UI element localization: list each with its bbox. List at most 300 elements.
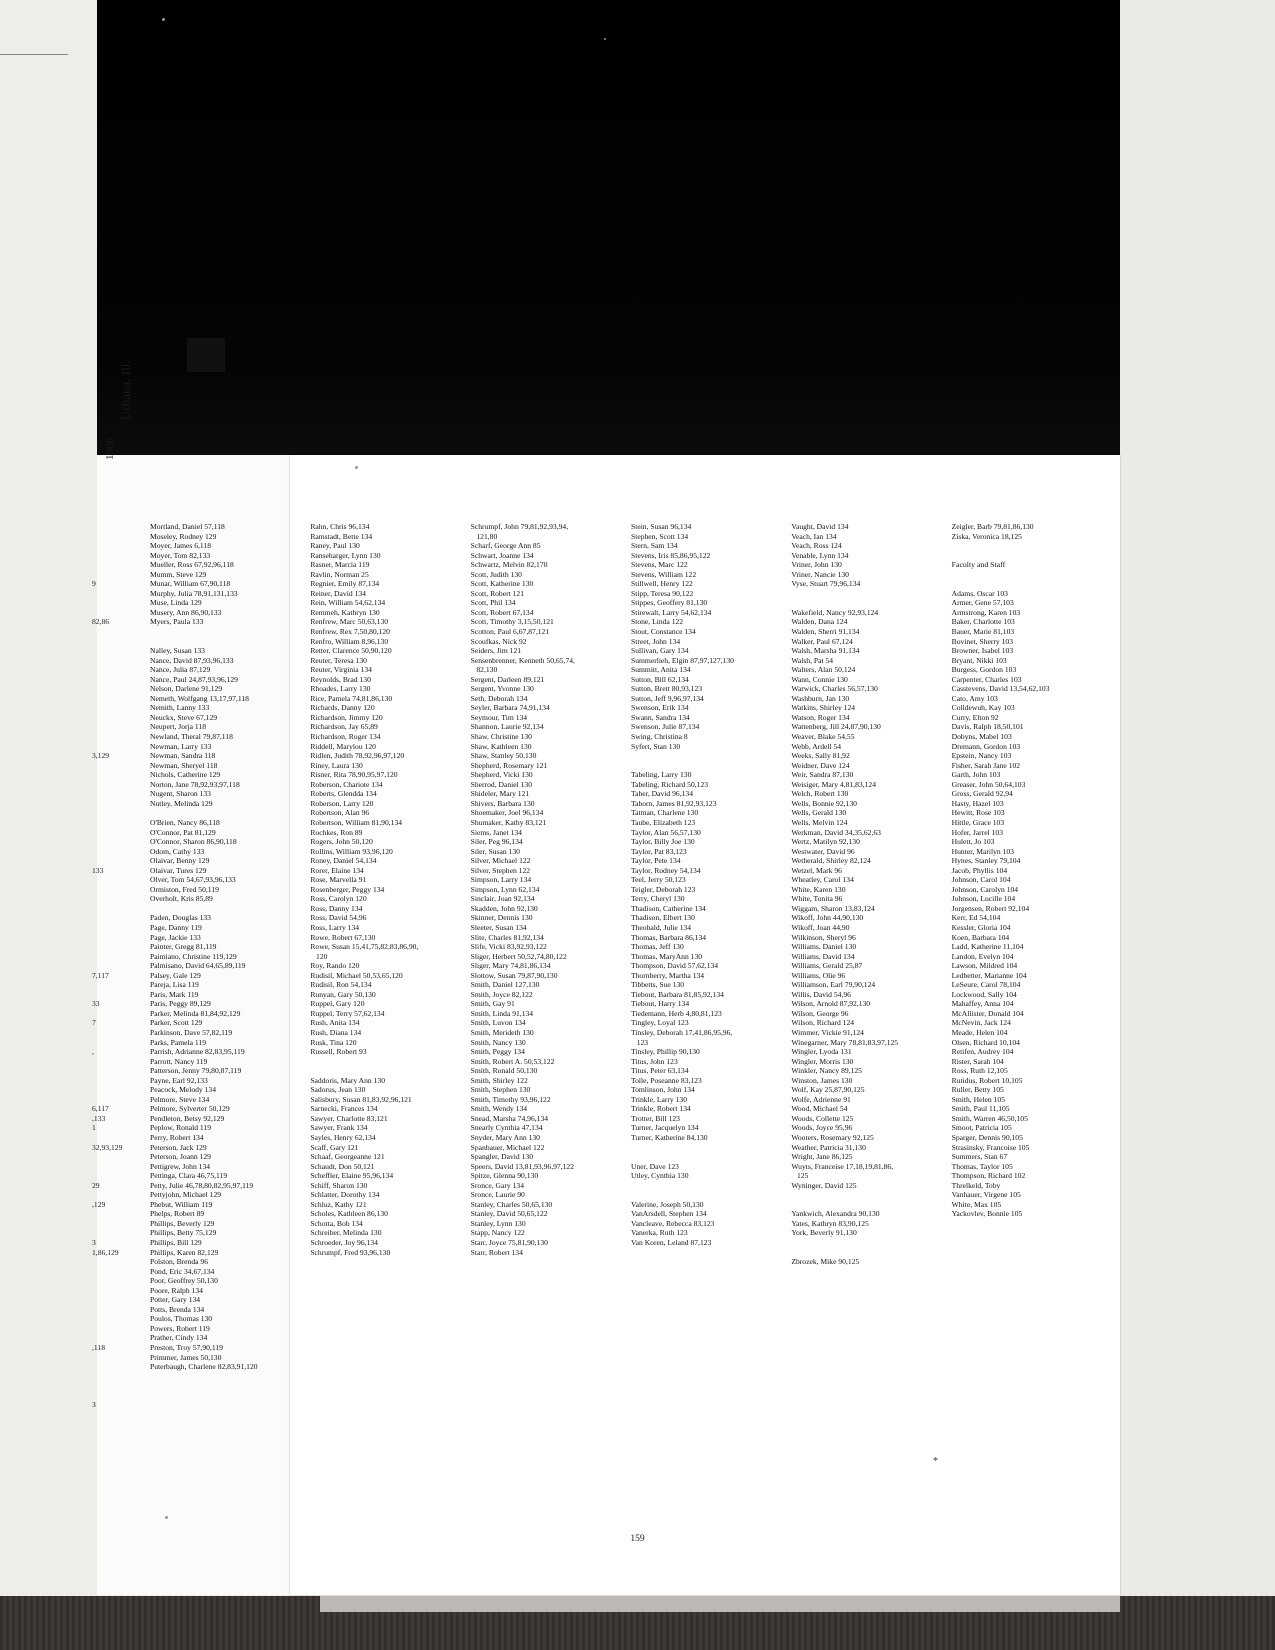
index-entry: Titus, Peter 63,134 — [630, 1066, 689, 1076]
index-entry: Patterson, Jenny 79,80,87,119 — [150, 1066, 242, 1076]
index-entry: Smith, Paul 11,105 — [951, 1104, 1010, 1114]
cut-number — [92, 694, 134, 704]
index-entry: Polston, Brenda 96 — [150, 1257, 209, 1267]
index-entry: Uner, Dave 123 — [630, 1161, 679, 1171]
index-entry: Munar, William 67,90,118 — [150, 579, 231, 589]
index-entry: Jacob, Phyllis 104 — [951, 865, 1008, 875]
index-entry: Armer, Gene 57,103 — [951, 598, 1014, 608]
index-entry: Peterson, Joann 129 — [150, 1152, 211, 1162]
index-column-5 — [791, 522, 939, 1372]
index-entry: Burgess, Gordon 103 — [951, 665, 1017, 675]
index-entry: Paris, Mark 119 — [150, 989, 199, 999]
index-entry: Rush, Anita 134 — [310, 1018, 360, 1028]
index-entry: Primmer, James 50,130 — [150, 1352, 222, 1362]
index-entry: 123 — [630, 1037, 649, 1047]
index-entry: Skinner, Dennis 130 — [470, 913, 533, 923]
index-entry: Winegarner, Mary 78,81,83,97,125 — [791, 1037, 899, 1047]
index-entry: Nutley, Melinda 129 — [150, 798, 213, 808]
cut-number — [92, 952, 134, 962]
index-entry: Renfro, William 8,96,130 — [310, 636, 389, 646]
index-entry: Rice, Pamela 74,81,86,130 — [310, 693, 393, 703]
index-entry: Shaw, Stanley 50,130 — [470, 751, 537, 761]
index-entry: Williams, David 134 — [791, 951, 855, 961]
index-entry: Swenson, Julie 87,134 — [630, 722, 700, 732]
cut-number — [92, 532, 134, 542]
cut-number — [92, 713, 134, 723]
index-entry: Ross, David 54,96 — [310, 913, 367, 923]
index-entry: Terry, Cheryl 130 — [630, 894, 685, 904]
index-entry: Poore, Ralph 134 — [150, 1285, 203, 1295]
index-entry: Westwater, David 96 — [791, 846, 855, 856]
index-entry: Speers, David 13,81,93,96,97,122 — [470, 1161, 575, 1171]
index-entry: Roberson, Chariote 134 — [310, 779, 383, 789]
index-entry: Stevens, Marc 122 — [630, 560, 688, 570]
index-entry: Turner, Jacquelyn 134 — [630, 1123, 699, 1133]
index-entry: Wooters, Rosemary 92,125 — [791, 1133, 874, 1142]
index-entry: Teel, Jerry 50,123 — [630, 875, 686, 885]
index-entry: Ranseharger, Lynn 130 — [310, 550, 381, 560]
index-entry: Wolf, Kay 25,87,90,125 — [791, 1085, 865, 1095]
scan-left-margin — [0, 0, 97, 1650]
index-entry: Shepherd, Rosemary 121 — [470, 760, 548, 770]
index-entry: Weeks, Sally 81,92 — [791, 751, 850, 761]
index-entry: Tiebout, Harry 134 — [630, 999, 690, 1009]
index-entry: Smith, Linda 91,134 — [470, 1008, 534, 1018]
index-entry: Williams, Gerald 25,87 — [791, 961, 863, 971]
index-entry: Utley, Cynthia 130 — [630, 1171, 689, 1181]
index-entry: Wingler, Morris 130 — [791, 1056, 854, 1066]
index-entry: Bauer, Marie 81,103 — [951, 627, 1015, 637]
index-entry: Watkins, Shirley 124 — [791, 703, 856, 713]
index-entry: Nance, Paul 24,87,93,96,129 — [150, 674, 238, 684]
index-entry: Tomlinson, John 134 — [630, 1085, 695, 1095]
index-entry: Wells, Gerald 130 — [791, 808, 847, 818]
index-entry: Pond, Eric 34,67,134 — [150, 1266, 215, 1276]
index-entry: Ledbetter, Marianne 104 — [951, 970, 1027, 980]
cut-number — [92, 990, 134, 1000]
index-entry: Tiebout, Barbara 81,85,92,134 — [630, 989, 724, 999]
index-entry: Smith, Nancy 130 — [470, 1037, 526, 1047]
index-entry: Lawson, Mildred 104 — [951, 961, 1018, 971]
index-entry: Slite, Charles 81,92,134 — [470, 932, 544, 942]
index-entry: Shivers, Barbara 130 — [470, 798, 535, 808]
spine-city: Urbana, Ill. — [118, 360, 133, 420]
index-entry: Richardson, Jay 65,89 — [310, 722, 378, 732]
index-entry: Bryant, Nikki 103 — [951, 655, 1007, 665]
index-entry: Phelps, Robert 89 — [150, 1209, 205, 1219]
index-entry: Rowe, Robert 67,130 — [310, 932, 376, 942]
index-entry: Summerlieh, Elgin 87,97,127,130 — [630, 655, 734, 665]
index-entry: Shannon, Laurie 92,134 — [470, 722, 544, 732]
index-entry: Weidner, Dave 124 — [791, 760, 850, 770]
index-column-2 — [310, 522, 458, 1372]
index-entry: Runyan, Gary 50,130 — [310, 989, 376, 999]
index-entry: Vyse, Stuart 79,96,134 — [791, 579, 861, 589]
index-entry: Spangler, David 130 — [470, 1152, 533, 1162]
index-spacer — [631, 1181, 779, 1191]
index-entry: Walden, Sherri 91,134 — [791, 627, 860, 637]
index-entry: Wakefield, Nancy 92,93,124 — [791, 607, 879, 617]
index-entry: Sleeter, Susan 134 — [470, 922, 527, 932]
index-entry: O'Brien, Nancy 86,118 — [150, 817, 220, 827]
index-entry: Werkman, David 34,35,62,63 — [791, 827, 881, 837]
index-entry: Slife, Vicki 83,92,93,122 — [470, 942, 547, 952]
index-entry: Wimmer, Vickie 91,124 — [791, 1027, 864, 1037]
index-entry: Watson, Roger 134 — [791, 712, 850, 722]
index-entry: Tatman, Charlene 130 — [630, 808, 699, 818]
cut-number — [92, 837, 134, 847]
index-entry: Nichols, Catherine 129 — [150, 770, 221, 780]
index-entry: Woods, Collette 125 — [791, 1113, 854, 1123]
cut-number — [92, 522, 134, 532]
index-entry: Nelson, Darlene 91,129 — [150, 684, 223, 694]
index-entry: Sutton, Jeff 9,96,97,134 — [630, 693, 704, 703]
index-entry: Russell, Robert 93 — [310, 1047, 367, 1057]
index-entry: Thadison, Elbert 130 — [630, 913, 695, 923]
index-entry: Ross, Ruth 12,105 — [951, 1066, 1008, 1076]
index-entry: Turner, Katherine 84,130 — [630, 1133, 708, 1142]
cut-number — [92, 942, 134, 952]
index-entry: Stillwell, Henry 122 — [630, 579, 693, 589]
index-entry: Newman, Larry 133 — [150, 741, 212, 751]
cut-number — [92, 1381, 134, 1391]
index-entry: Retter, Clarence 50,90,120 — [310, 646, 392, 656]
index-entry: Ziska, Veronica 18,125 — [951, 531, 1022, 541]
index-entry: White, Karen 130 — [791, 884, 846, 894]
index-entry: Ramstadt, Bette 134 — [310, 531, 373, 541]
index-entry: Siems, Janet 134 — [470, 827, 522, 837]
index-entry: Norton, Jane 78,92,93,97,118 — [150, 779, 240, 789]
index-entry: Sarnecki, Frances 134 — [310, 1104, 378, 1114]
index-entry: Vriner, Nancie 130 — [791, 569, 849, 579]
spine-year: 1966 — [104, 438, 116, 460]
cut-number — [92, 1305, 134, 1315]
index-entry: Hynes, Stanley 79,104 — [951, 856, 1021, 866]
index-entry: Riddell, Marylou 120 — [310, 741, 376, 751]
cut-number — [92, 894, 134, 904]
index-entry: Sparger, Dennis 90,105 — [951, 1133, 1023, 1142]
index-entry: Potter, Gary 134 — [150, 1295, 201, 1305]
index-entry: Parks, Pamela 119 — [150, 1037, 207, 1047]
index-entry: Reynolds, Brad 130 — [310, 674, 371, 684]
index-entry: Regnier, Emily 87,134 — [310, 579, 380, 589]
index-entry: Moyer, Tom 82,133 — [150, 550, 211, 560]
index-entry: Williams, Daniel 130 — [791, 942, 857, 952]
index-entry: Paden, Douglas 133 — [150, 913, 211, 923]
index-entry: Meade, Helen 104 — [951, 1027, 1008, 1037]
index-spacer — [952, 541, 1098, 551]
index-entry: Shaw, Christine 130 — [470, 732, 532, 742]
index-entry: Sadorus, Jean 130 — [310, 1085, 366, 1095]
index-entry: Zeigler, Barb 79,81,86,130 — [951, 522, 1034, 531]
index-entry: Wiggam, Sharon 13,83,124 — [791, 903, 875, 913]
index-entry: Bovinet, Sherry 103 — [951, 636, 1014, 646]
index-entry: Sliger, Herbert 50,52,74,80,122 — [470, 951, 567, 961]
index-entry: Nance, Julia 87,129 — [150, 665, 211, 675]
index-entry: Paimiano, Christine 119,129 — [150, 951, 237, 961]
index-entry: Stanley, Lynn 130 — [470, 1218, 526, 1228]
index-entry: Starr, Joyce 75,81,90,130 — [470, 1238, 548, 1248]
cut-number — [92, 742, 134, 752]
index-entry: Ormiston, Fred 50,119 — [150, 884, 219, 894]
index-entry: Zbrozek, Mike 90,125 — [791, 1257, 860, 1267]
cut-number — [92, 627, 134, 637]
index-entry: Hasty, Hazel 103 — [951, 798, 1004, 808]
cut-number: 3 — [92, 1400, 96, 1410]
index-entry: Sawyer, Frank 134 — [310, 1123, 368, 1133]
index-entry: 125 — [791, 1171, 809, 1181]
index-entry: White, Tonita 96 — [791, 894, 843, 904]
index-entry: Woods, Joyce 95,96 — [791, 1123, 853, 1133]
index-entry: Kerr, Ed 54,104 — [951, 913, 1001, 923]
index-entry: Preston, Troy 57,90,119 — [150, 1343, 223, 1353]
index-entry: Richardson, Jimmy 120 — [310, 712, 383, 722]
cut-number — [92, 541, 134, 551]
index-spacer — [791, 1238, 939, 1248]
index-entry: Rahn, Chris 96,134 — [310, 522, 370, 531]
index-entry: Moseley, Rodney 129 — [150, 531, 217, 541]
index-entry: Weir, Sandra 87,130 — [791, 770, 854, 780]
index-entry: Parker, Scott 129 — [150, 1018, 203, 1028]
index-entry: Wyninger, David 125 — [791, 1180, 857, 1190]
index-entry: Johnson, Carol 104 — [951, 875, 1011, 885]
index-entry: Poor, Geoffrey 50,130 — [150, 1276, 218, 1286]
index-entry: Sinclair, Joan 92,134 — [470, 894, 535, 904]
index-entry: Wells, Melvin 124 — [791, 817, 848, 827]
index-entry: Snead, Marsha 74,96,134 — [470, 1113, 549, 1123]
cut-number — [92, 665, 134, 675]
index-entry: Richardson, Roger 134 — [310, 732, 381, 742]
index-entry: Shepherd, Vicki 130 — [470, 770, 533, 780]
index-entry: Slottow, Susan 79,87,90,130 — [470, 970, 558, 980]
index-spacer — [952, 570, 1098, 580]
index-entry: Schiff, Sharon 130 — [310, 1180, 368, 1190]
cut-number — [92, 847, 134, 857]
index-entry: Scott, Timothy 3,15,50,121 — [470, 617, 554, 627]
index-entry: Baker, Charlotte 103 — [951, 617, 1015, 627]
index-entry: Jorgensen, Robert 92,104 — [951, 903, 1030, 913]
index-entry: Snyder, Mary Ann 130 — [470, 1133, 540, 1142]
index-entry: Adams, Oscar 103 — [951, 588, 1008, 598]
index-entry: Spanbauer, Michael 122 — [470, 1142, 545, 1152]
index-entry: Wolfe, Adrienne 91 — [791, 1094, 851, 1104]
index-entry: Ridlen, Judith 78,92,96,97,120 — [310, 751, 405, 761]
index-entry: 82,130 — [470, 665, 498, 675]
index-entry: Thadison, Catherine 134 — [630, 903, 706, 913]
index-entry: Garth, John 103 — [951, 770, 1001, 780]
cut-number — [92, 1171, 134, 1181]
index-entry: Wikoff, Joan 44,90 — [791, 922, 850, 932]
cut-number: ,129 — [92, 1199, 106, 1209]
cut-number — [92, 551, 134, 561]
cut-number — [92, 885, 134, 895]
index-entry: Taber, David 96,134 — [630, 789, 693, 799]
index-entry: Scott, Katherine 130 — [470, 579, 534, 589]
index-entry: Olsen, Richard 10,104 — [951, 1037, 1020, 1047]
index-entry: Carpenter, Charles 103 — [951, 674, 1022, 684]
index-entry: Stevens, William 122 — [630, 569, 697, 579]
index-entry: Ruppel, Terry 57,62,134 — [310, 1008, 385, 1018]
index-entry: Robertson, William 81,90,134 — [310, 817, 403, 827]
index-columns — [150, 522, 1110, 1372]
index-entry: Simpson, Lynn 62,134 — [470, 884, 540, 894]
index-entry: Newman, Sheryel 118 — [150, 760, 218, 770]
index-entry: Vaught, David 134 — [791, 522, 849, 531]
index-entry: Rasner, Marcia 119 — [310, 560, 370, 570]
index-entry: Welch, Robert 130 — [791, 789, 849, 799]
index-entry: Retifen, Audrey 104 — [951, 1047, 1014, 1057]
index-entry: Riney, Laura 130 — [310, 760, 363, 770]
index-entry: Page, Danny 119 — [150, 922, 202, 932]
index-entry: Olaivar, Benny 129 — [150, 856, 210, 866]
index-entry: Williamson, Earl 79,90,124 — [791, 980, 876, 990]
cut-number — [92, 703, 134, 713]
index-spacer — [791, 1190, 939, 1200]
index-entry: Taylor, Pat 83,123 — [630, 846, 687, 856]
cut-number — [92, 780, 134, 790]
index-entry: Smith, Wendy 134 — [470, 1104, 528, 1114]
index-entry: Taylor, Billy Joe 130 — [630, 837, 695, 847]
cut-number: , — [92, 1047, 94, 1057]
index-entry: Potts, Brenda 134 — [150, 1304, 205, 1314]
scanner-dark-background — [97, 0, 1120, 455]
cut-number — [92, 1372, 134, 1382]
index-entry: Rosenberger, Peggy 134 — [310, 884, 385, 894]
index-entry: Neupert, Jorja 118 — [150, 722, 207, 732]
cut-number — [92, 923, 134, 933]
index-entry: Nugent, Sharon 133 — [150, 789, 211, 799]
index-entry: Tinsley, Deborah 17,41,86,95,96, — [630, 1027, 733, 1037]
cut-number — [92, 770, 134, 780]
index-entry: Yates, Kathryn 83,90,125 — [791, 1218, 869, 1228]
index-entry: Wingler, Lyoda 131 — [791, 1047, 852, 1057]
index-entry: Silver, Stephen 122 — [470, 865, 531, 875]
index-entry: Spitze, Glenna 90,130 — [470, 1171, 539, 1181]
index-entry: Schreiber, Melinda 130 — [310, 1228, 382, 1238]
cut-number — [92, 598, 134, 608]
index-entry: Johnson, Carolyn 104 — [951, 884, 1019, 894]
index-entry: Thomas, MaryAnn 130 — [630, 951, 703, 961]
cut-number — [92, 856, 134, 866]
index-entry: Pettyjohn, Michael 129 — [150, 1190, 222, 1200]
cut-number: 6,117 — [92, 1104, 109, 1114]
index-entry: Vancleave, Rebecca 83,123 — [630, 1218, 715, 1228]
index-entry: Seiders, Jim 121 — [470, 646, 522, 656]
index-entry: Trinkle, Robert 134 — [630, 1104, 691, 1114]
index-entry: Wikoff, John 44,90,130 — [791, 913, 864, 923]
index-entry: Titus, John 123 — [630, 1056, 678, 1066]
index-entry: Thompson, David 57,62,134 — [630, 961, 719, 971]
index-entry: Smith, Stephen 130 — [470, 1085, 531, 1095]
index-entry: Schrumpf, Fred 93,96,130 — [310, 1247, 391, 1257]
index-entry: Wells, Bonnie 92,130 — [791, 798, 857, 808]
index-column-3 — [471, 522, 619, 1372]
cut-number — [92, 675, 134, 685]
cut-number: 32,93,129 — [92, 1142, 123, 1152]
index-entry: Sronce, Laurie 90 — [470, 1190, 525, 1200]
index-entry: Thompson, Richard 102 — [951, 1171, 1026, 1181]
index-entry: Overholt, Kris 85,89 — [150, 894, 213, 904]
cut-number: 7 — [92, 1018, 96, 1028]
cut-number — [92, 1267, 134, 1277]
index-entry: Shaw, Kathleen 130 — [470, 741, 532, 751]
index-entry: Syfert, Stan 130 — [630, 741, 681, 751]
index-column-4 — [631, 522, 779, 1372]
index-entry: Ross, Carolyn 120 — [310, 894, 367, 904]
index-entry: Weather, Patricia 31,130 — [791, 1142, 866, 1152]
cut-number: 3,129 — [92, 751, 110, 761]
index-entry: Sayles, Henry 62,134 — [310, 1133, 376, 1142]
index-entry: Reuter, Teresa 130 — [310, 655, 367, 665]
index-entry: Smoot, Patricia 105 — [951, 1123, 1012, 1133]
index-entry: Peacock, Melody 134 — [150, 1085, 217, 1095]
cut-number: 33 — [92, 999, 100, 1009]
index-spacer — [952, 551, 1098, 561]
index-entry: Casstevens, David 13,54,62,103 — [951, 684, 1050, 694]
index-entry: Palmisano, David 64,65,89,119 — [150, 961, 246, 971]
cut-number: ,133 — [92, 1113, 106, 1123]
index-entry: Stirewalt, Larry 54,62,134 — [630, 607, 712, 617]
cut-number: 133 — [92, 865, 104, 875]
index-entry: Wetzel, Mark 96 — [791, 865, 842, 875]
index-entry: Rush, Diana 134 — [310, 1027, 362, 1037]
index-entry: Hunter, Marilyn 103 — [951, 846, 1014, 856]
index-entry: Vanhauer, Virgene 105 — [951, 1190, 1021, 1200]
index-entry: Reiner, David 134 — [310, 588, 366, 598]
index-entry: Seyler, Barbara 74,91,134 — [470, 703, 550, 713]
index-entry: Nance, David 87,93,96,133 — [150, 655, 234, 665]
cut-number — [92, 1209, 134, 1219]
index-entry: Wilson, George 96 — [791, 1008, 849, 1018]
cut-number — [92, 875, 134, 885]
index-entry: Fisher, Sarah Jane 102 — [951, 760, 1021, 770]
index-entry: Smith, Helen 105 — [951, 1094, 1006, 1104]
asterisk-mark: * — [933, 1456, 938, 1467]
index-entry: Rusk, Tina 120 — [310, 1037, 357, 1047]
cut-number — [92, 570, 134, 580]
index-entry: Schaudt, Don 50,121 — [310, 1161, 375, 1171]
index-entry: Sensenbrenner, Kenneth 50,65,74, — [470, 655, 575, 665]
index-entry: Schaaf, Georgeanne 121 — [310, 1152, 385, 1162]
index-entry: O'Connor, Sharon 86,90,118 — [150, 837, 237, 847]
index-entry: Rowe, Susan 15,41,75,82,83,86,90, — [310, 942, 419, 952]
index-entry: Swenson, Erik 134 — [630, 703, 689, 713]
index-entry: Walsh, Pat 54 — [791, 655, 834, 665]
index-entry: Newman, Sandra 118 — [150, 751, 216, 761]
index-entry: Smith, Merideth 130 — [470, 1027, 534, 1037]
index-entry: Rister, Sarah 104 — [951, 1056, 1004, 1066]
cut-number — [92, 1190, 134, 1200]
index-entry: Perry, Robert 134 — [150, 1133, 204, 1142]
index-entry: Phillips, Bill 129 — [150, 1238, 202, 1248]
index-entry: Payne, Earl 92,133 — [150, 1075, 208, 1085]
index-entry: Wilson, Arnold 87,92,130 — [791, 999, 871, 1009]
index-entry: Snearly Cynthia 47,134 — [470, 1123, 543, 1133]
index-entry: Sawyer, Charlotte 83,121 — [310, 1113, 388, 1123]
index-entry: Scott, Robert 121 — [470, 588, 525, 598]
index-entry: 121,80 — [470, 531, 498, 541]
cut-number: ,118 — [92, 1343, 106, 1353]
index-column-1 — [150, 522, 298, 1372]
cut-off-page-numbers — [92, 522, 134, 1410]
index-entry: Sherrod, Daniel 130 — [470, 779, 533, 789]
cut-number — [92, 828, 134, 838]
index-entry: Siler, Susan 130 — [470, 846, 520, 856]
index-entry: Starr, Robert 134 — [470, 1247, 523, 1257]
cut-number — [92, 933, 134, 943]
index-entry: Winston, James 130 — [791, 1075, 853, 1085]
index-entry: Wilson, Richard 124 — [791, 1018, 855, 1028]
